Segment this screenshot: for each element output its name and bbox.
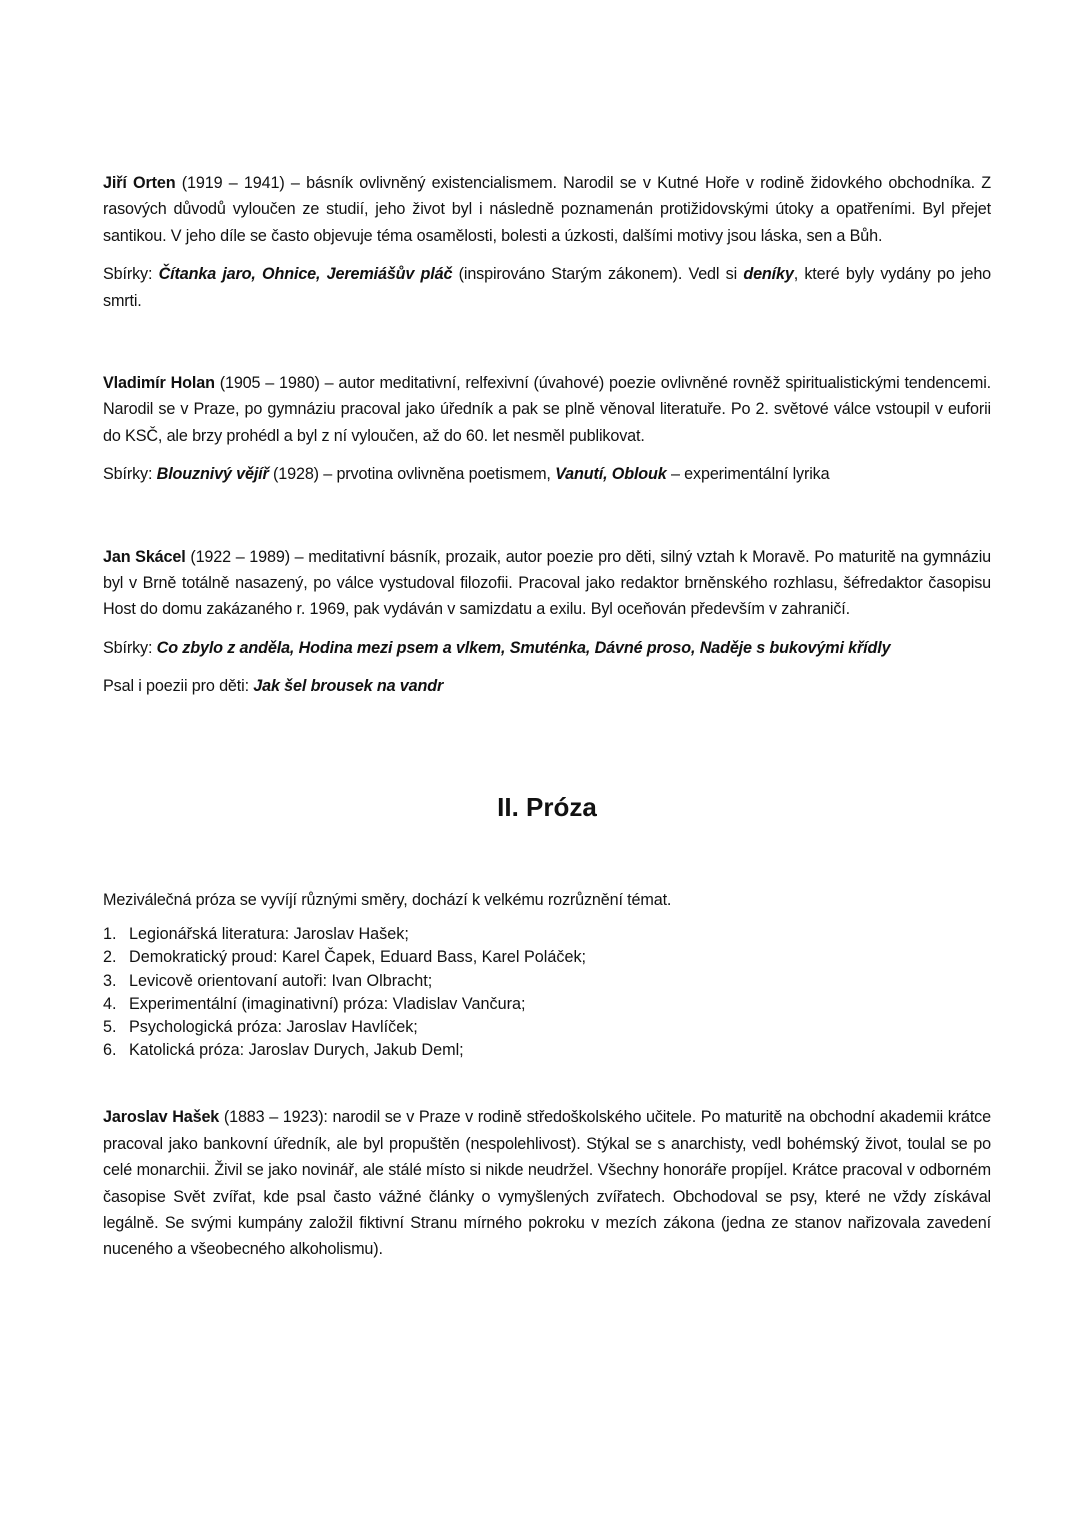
skacel-bio: Jan Skácel (1922 – 1989) – meditativní básník, prozaik, autor poezie pro děti, silný vztah k Moravě. Po maturitě na gymnáziu byl v Brně totálně nasazený, po válce vystudoval filozofii. Pracoval jako redaktor brněnského rozhlasu, šéfredaktor časopisu Host do domu zakázaného r. 1969, pak vydáván v samizdatu a exilu. Byl oceňován především v zahraničí.	[103, 547, 992, 619]
works-title: Jak šel brousek na vandr	[253, 677, 444, 696]
author-name: Jan Skácel	[103, 547, 186, 566]
author-name: Jiří Orten	[103, 174, 176, 192]
works-titles: Čítanka jaro, Ohnice, Jeremiášův pláč	[158, 265, 453, 284]
skacel-works: Sbírky: Co zbylo z anděla, Hodina mezi psem a vlkem, Smuténka, Dávné proso, Naděje s bukovými křídly	[103, 638, 891, 657]
section-intro: Meziválečná próza se vyvíjí různými směry, dochází k velkému rozrůznění témat.	[103, 890, 672, 909]
list-item: 1. Legionářská literatura: Jaroslav Hašek;	[103, 925, 409, 944]
works-titles: Co zbylo z anděla, Hodina mezi psem a vlkem, Smuténka, Dávné proso, Naděje s bukovými křídly	[156, 638, 891, 657]
list-item: 6. Katolická próza: Jaroslav Durych, Jakub Deml;	[103, 1041, 464, 1060]
list-item: 3. Levicově orientovaní autoři: Ivan Olbracht;	[103, 971, 433, 990]
list-item: 4. Experimentální (imaginativní) próza: Vladislav Vančura;	[103, 994, 526, 1013]
document-page	[103, 170, 991, 1263]
orten-bio: Jiří Orten (1919 – 1941) – básník ovlivněný existencialismem. Narodil se v Kutné Hoře v rodině židovkého obchodníka. Z rasových důvodů vyloučen ze studií, jeho život byl i následně poznamenán protižidovskými útoky a opatřeními. Byl přejet santikou. V jeho díle se často objevuje téma osamělosti, bolesti a úzkosti, dalšími motivy jsou láska, sen a Bůh.	[103, 174, 991, 245]
list-item: 2. Demokratický proud: Karel Čapek, Eduard Bass, Karel Poláček;	[103, 948, 587, 967]
holan-works: Sbírky: Blouznivý vějíř (1928) – prvotina ovlivněna poetismem, Vanutí, Oblouk – experimentální lyrika	[103, 465, 830, 484]
orten-works: Sbírky: Čítanka jaro, Ohnice, Jeremiášův pláč (inspirováno Starým zákonem). Vedl si deníky, které byly vydány po jeho smrti.	[103, 265, 992, 310]
list-item: 5. Psychologická próza: Jaroslav Havlíček;	[103, 1017, 418, 1036]
author-name: Jaroslav Hašek	[103, 1108, 220, 1127]
holan-bio: Vladimír Holan (1905 – 1980) – autor meditativní, relfexivní (úvahové) poezie ovlivněné rovněž spiritualistickými tendencemi. Narodil se v Praze, po gymnáziu pracoval jako úředník a pak se plně věnoval literatuře. Po 2. světové válce vstoupil v euforii do KSČ, ale brzy prohédl a byl z ní vyloučen, až do 60. let nesměl publikovat.	[103, 374, 991, 445]
author-name: Vladimír Holan	[103, 374, 215, 393]
diaries-title: deníky	[743, 265, 794, 284]
prose-trends-list	[103, 923, 991, 1062]
section-heading: II. Próza	[497, 791, 597, 822]
works-title: Blouznivý vějíř	[156, 465, 269, 484]
skacel-children-works: Psal i poezii pro děti: Jak šel brousek na vandr	[103, 677, 444, 696]
hasek-bio: Jaroslav Hašek (1883 – 1923): narodil se v Praze v rodině středoškolského učitele. Po maturitě na obchodní akademii krátce pracoval jako bankovní úředník, ale byl propuštěn (nespolehlivost). Stýkal se s anarchisty, vedl bohémský život, toulal se po celé monarchii. Živil se jako novinář, ale stálé místo si nikde neudržel. Všechny honoráře propíjel. Krátce pracoval v odborném časopise Svět zvířat, kde psal často vážné články o vymyšlených zvířatech. Obchodoval se psy, které ne vždy získával legálně. Se svými kumpány založil fiktivní Stranu mírného pokroku v mezích zákona (jedna ze stanov nařizovala zavedení nuceného a všeobecného alkoholismu).	[103, 1108, 991, 1259]
works-title: Vanutí, Oblouk	[555, 465, 667, 484]
